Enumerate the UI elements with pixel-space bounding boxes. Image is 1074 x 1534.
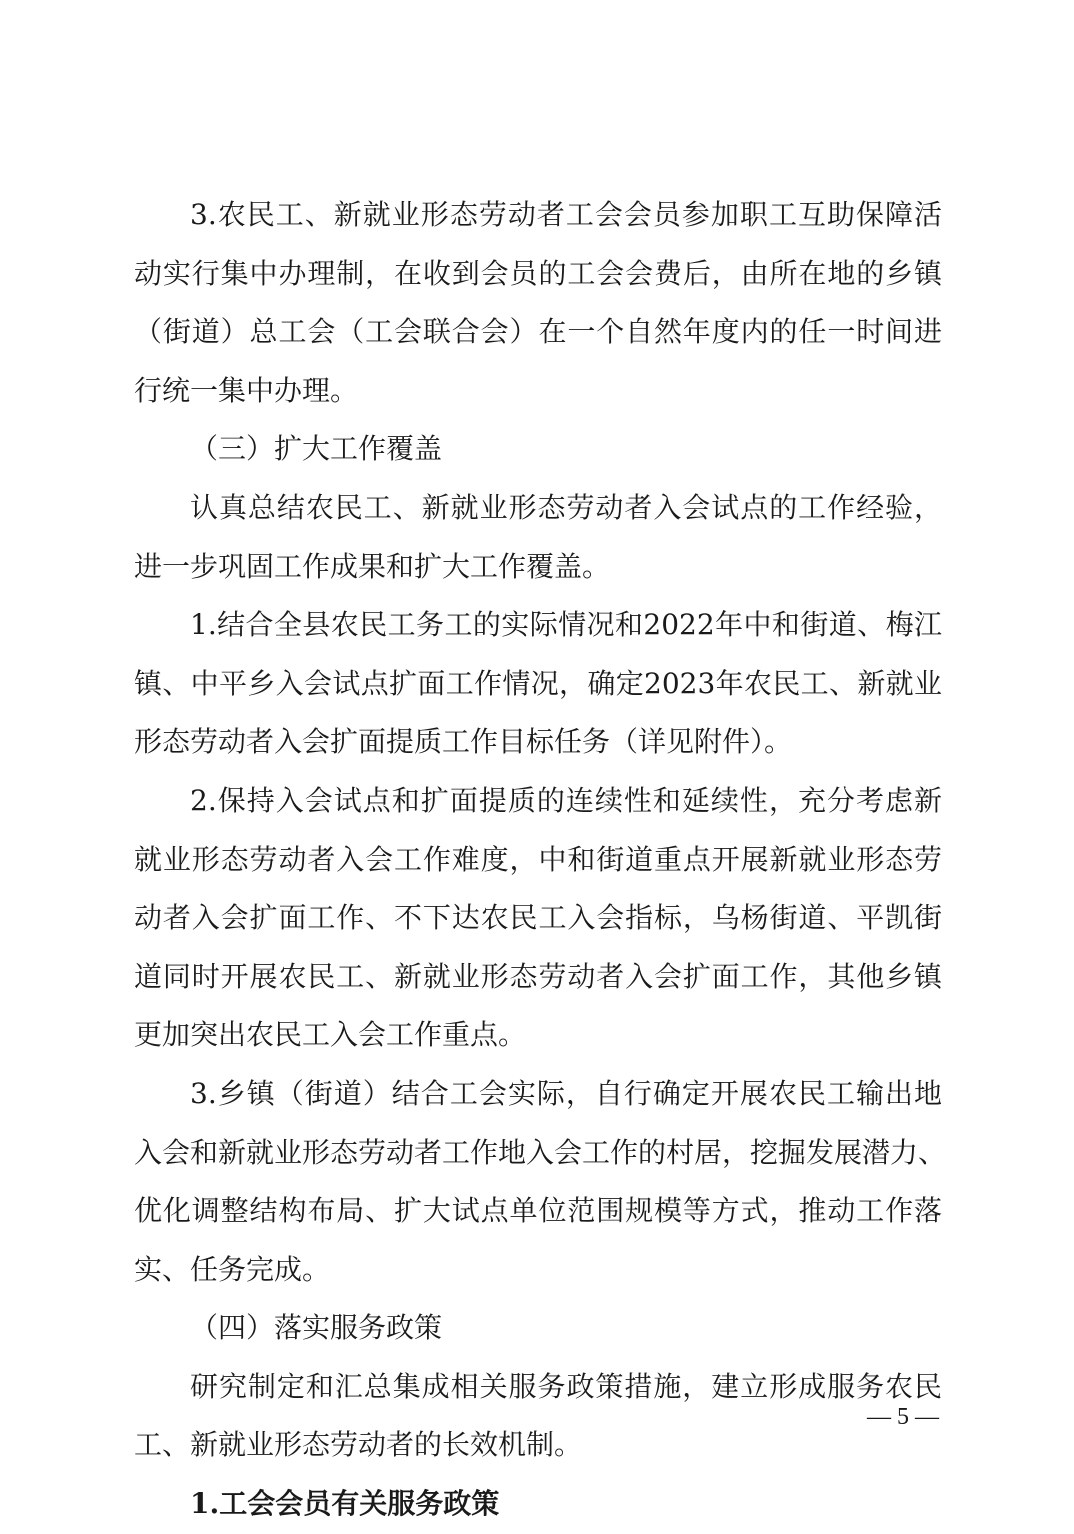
section-heading: （三）扩大工作覆盖 <box>190 432 443 466</box>
paragraph-line: 3.乡镇（街道）结合工会实际，自行确定开展农民工输出地 <box>190 1076 942 1110</box>
paragraph-line: 形态劳动者入会扩面提质工作目标任务（详见附件）。 <box>134 725 793 759</box>
paragraph-line: 入会和新就业形态劳动者工作地入会工作的村居，挖掘发展潜力、 <box>134 1135 947 1169</box>
subsection-heading: 1.工会会员有关服务政策 <box>190 1487 500 1521</box>
paragraph-line: 优化调整结构布局、扩大试点单位范围规模等方式，推动工作落 <box>134 1194 942 1228</box>
paragraph-line: 2.保持入会试点和扩面提质的连续性和延续性，充分考虑新 <box>190 783 942 817</box>
paragraph-line: 3.农民工、新就业形态劳动者工会会员参加职工互助保障活 <box>190 198 942 231</box>
paragraph-line: 就业形态劳动者入会工作难度，中和街道重点开展新就业形态劳 <box>134 842 942 876</box>
paragraph-line: 更加突出农民工入会工作重点。 <box>134 1018 527 1052</box>
paragraph-line: 工、新就业形态劳动者的长效机制。 <box>134 1428 583 1462</box>
paragraph-line: 1.结合全县农民工务工的实际情况和2022年中和街道、梅江 <box>190 608 942 642</box>
paragraph-line: 镇、中平乡入会试点扩面工作情况，确定2023年农民工、新就业 <box>134 666 942 700</box>
paragraph-line: 动者入会扩面工作、不下达农民工入会指标，乌杨街道、平凯街 <box>134 901 942 935</box>
paragraph-line: 道同时开展农民工、新就业形态劳动者入会扩面工作，其他乡镇 <box>134 959 942 993</box>
page-number: — 5 — <box>867 1404 939 1430</box>
document-body <box>134 186 947 1534</box>
paragraph-line: 认真总结农民工、新就业形态劳动者入会试点的工作经验， <box>190 490 942 524</box>
paragraph-line: 动实行集中办理制，在收到会员的工会会费后，由所在地的乡镇 <box>134 256 942 290</box>
paragraph-line: 研究制定和汇总集成相关服务政策措施，建立形成服务农民 <box>190 1369 942 1403</box>
paragraph-line: 实、任务完成。 <box>134 1252 331 1286</box>
paragraph-line: 进一步巩固工作成果和扩大工作覆盖。 <box>134 549 611 583</box>
paragraph-line: （街道）总工会（工会联合会）在一个自然年度内的任一时间进 <box>134 315 942 349</box>
section-heading: （四）落实服务政策 <box>190 1311 443 1345</box>
paragraph-line: 行统一集中办理。 <box>134 373 359 407</box>
